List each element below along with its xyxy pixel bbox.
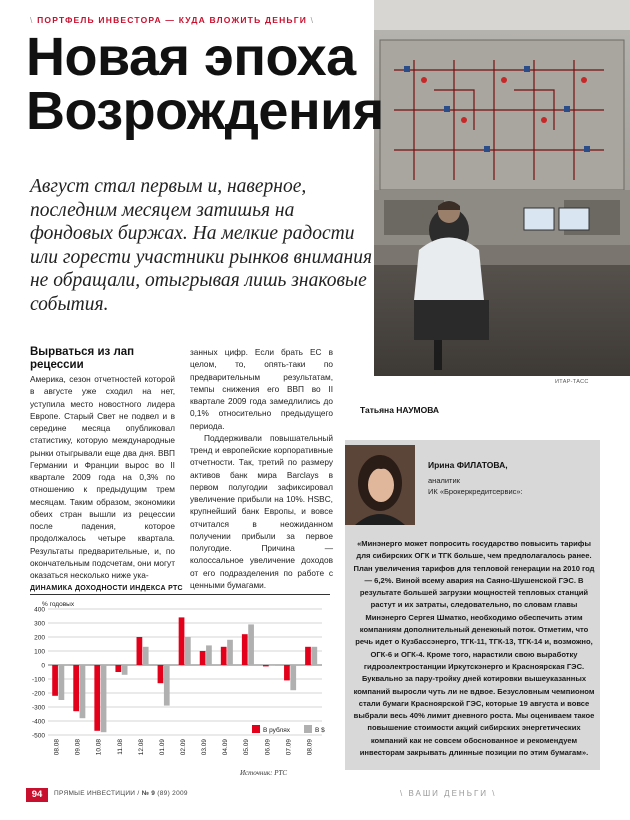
y-tick-label: 400 (34, 606, 45, 614)
x-tick-label: 06.09 (264, 739, 272, 756)
bar-usd (227, 640, 233, 665)
article-column-1: Америка, сезон отчетностей которой в августе уже сходил на нет, уступила место новостного лидера Европе. Старый Свет не подвел и в середине месяца опубликовал статистику, которую международные рынки отыгрывали еще два дня. ВВП Германии и Франции вырос во II квартале 2009 года на 0,3% по отношению к предыдущим трем месяцам. Таким образом, экономики обеих стран вышли из рецессии после падения, которое продолжалось четыре квартала. Результаты предварительные, и, по окончательным подсчетам, они могут оказаться несколько ниже ука- (30, 374, 175, 580)
y-tick-label: 100 (34, 648, 45, 656)
legend-label: В $ (315, 727, 325, 734)
lead-paragraph: Август стал первым и, наверное, последним месяцем затишья на фондовых биржах. На мелкие радости или горести участники рынков внимания не обращали, отыгрывая лишь знаковые события. (30, 176, 373, 315)
x-tick-label: 10.08 (95, 739, 103, 756)
quote-author-role (428, 475, 523, 497)
bar-usd (164, 665, 170, 706)
legend-swatch-rub (252, 725, 260, 733)
rubric (30, 15, 314, 25)
article-column-2 (190, 346, 333, 591)
footer-magazine-name: ПРЯМЫЕ ИНВЕСТИЦИИ / (54, 790, 142, 797)
bar-rub (200, 651, 206, 665)
x-tick-label: 11.08 (116, 739, 124, 755)
bar-usd (206, 645, 212, 665)
photo-credit: ИТАР-ТАСС (555, 379, 589, 385)
x-tick-label: 08.08 (53, 739, 61, 756)
article-subhead: Вырваться из лап рецессии (30, 346, 135, 371)
quote-author-name: Ирина ФИЛАТОВА, (428, 460, 508, 470)
quote-author-title: аналитик (428, 476, 460, 485)
rubric-suffix: \ (307, 15, 315, 25)
bar-rub (158, 665, 164, 683)
chart-y-label: % годовых (42, 601, 75, 608)
control-room-photo (374, 0, 630, 376)
x-tick-label: 12.08 (137, 739, 145, 756)
rubric-prefix: \ (30, 15, 38, 25)
bar-rub (94, 665, 100, 731)
bar-usd (290, 665, 296, 690)
bar-rub (137, 637, 143, 665)
bar-usd (122, 665, 128, 675)
x-tick-label: 05.09 (243, 739, 251, 756)
bar-usd (248, 624, 254, 665)
x-tick-label: 08.09 (306, 739, 314, 756)
x-tick-label: 07.09 (285, 739, 293, 756)
quote-text: «Минэнерго может попросить государство повысить тарифы для сибирских ОГК и ТГК больше, чем предполагалось ранее. План увеличения тарифов для тепловой генерации на 2010 год — 6,2%. Виной всему авария на Саяно-Шушенской ГЭС. В результате большей загрузки мощностей тепловых станций растут и их затраты, следовательно, по словам главы Минэнерго Сергея Шматко, необходимо обеспечить этим компаниям дополнительный денежный поток. Отметим, что речь идет о Кузбассэнерго, ТГК-11, ТГК-13, ТГК-14 и, возможно, ОГК-6 и ОГК-4. Кроме того, нарастили свою выработку гидроэлектростанции Иркутскэнерго и Красноярская ГЭС. Буквально за пару-тройку дней котировки вышеуказанных компаний выросли чуть ли не вдвое. Безусловным чемпионом стали бумаги Красноярской ГЭС, которые 19 августа и вовсе выбрали весь 40% лимит дневного роста. Мы оцениваем такое повышение стоимости акций сибирских энергетических компаний как не совсем обоснованное и рекомендуем инвесторам закрывать длинные позиции по этим бумагам». (353, 539, 595, 758)
bar-usd (185, 637, 191, 665)
chart-source: Источник: РТС (240, 769, 288, 777)
rubric-text: ПОРТФЕЛЬ ИНВЕСТОРА — КУДА ВЛОЖИТЬ ДЕНЬГИ (37, 15, 308, 25)
bar-usd (101, 665, 107, 732)
footer-issue-number: № 9 (141, 790, 156, 797)
quote-author-company: ИК «Брокеркредитсервис»: (428, 487, 523, 496)
y-tick-label: 0 (41, 662, 45, 670)
chart-plot (30, 585, 330, 765)
y-tick-label: 200 (34, 634, 45, 642)
bar-usd (311, 647, 317, 665)
y-tick-label: -100 (31, 676, 45, 684)
analyst-portrait-illustration (345, 445, 415, 525)
chart-title: ДИНАМИКА ДОХОДНОСТИ ИНДЕКСА РТС (30, 585, 330, 595)
x-tick-label: 01.09 (158, 739, 166, 756)
bar-usd (80, 665, 86, 718)
y-tick-label: -500 (31, 732, 45, 740)
legend-label: В рублях (263, 727, 290, 734)
bar-rub (179, 617, 185, 665)
y-tick-label: -200 (31, 690, 45, 698)
bar-rub (305, 647, 311, 665)
headline-line-2: Возрождения (26, 81, 384, 141)
footer-issue-year: (89) 2009 (155, 790, 188, 797)
footer-magazine (54, 790, 188, 797)
control-room-illustration (374, 0, 630, 376)
rts-index-chart (30, 585, 330, 765)
y-tick-label: 300 (34, 620, 45, 628)
x-tick-label: 04.09 (222, 739, 230, 756)
bar-rub (263, 665, 269, 666)
page-number: 94 (26, 788, 48, 802)
bar-rub (52, 665, 58, 696)
y-tick-label: -300 (31, 704, 45, 712)
article-author: Татьяна НАУМОВА (360, 405, 440, 415)
x-tick-label: 03.09 (201, 739, 209, 756)
headline-line-1: Новая эпоха (26, 27, 356, 87)
bar-usd (269, 665, 275, 666)
x-tick-label: 02.09 (180, 739, 187, 756)
bar-rub (242, 634, 248, 665)
bar-rub (73, 665, 79, 711)
y-tick-label: -400 (31, 718, 45, 726)
bar-rub (221, 647, 227, 665)
headline (26, 27, 406, 141)
bar-rub (115, 665, 121, 672)
legend-swatch-usd (304, 725, 312, 733)
footer-section: \ ВАШИ ДЕНЬГИ \ (400, 789, 497, 798)
bar-usd (143, 647, 149, 665)
bar-usd (59, 665, 65, 700)
analyst-portrait (345, 445, 415, 525)
article-paragraph: занных цифр. Если брать ЕС в целом, то, опять-таки по предварительным результатам, темпы снижения его ВВП во II квартале 2009 года замедлились до 0,1% относительно предыдущего периода. (190, 347, 333, 431)
bar-rub (284, 665, 290, 680)
article-paragraph: Поддерживали повышательный тренд и европейские корпоративные отчетности. Так, третий по размеру активов банк мира Barclays в первом полугодии зафиксировал увеличение прибыли на 10%. HSBC, крупнейший банк Европы, и вовсе отчитался в неожиданном получении прибыли за первое полугодие. Причина — колоссальное увеличение доходов от его подразделения по работе с ценными бумагами. (190, 432, 333, 590)
x-tick-label: 09.08 (74, 739, 82, 756)
